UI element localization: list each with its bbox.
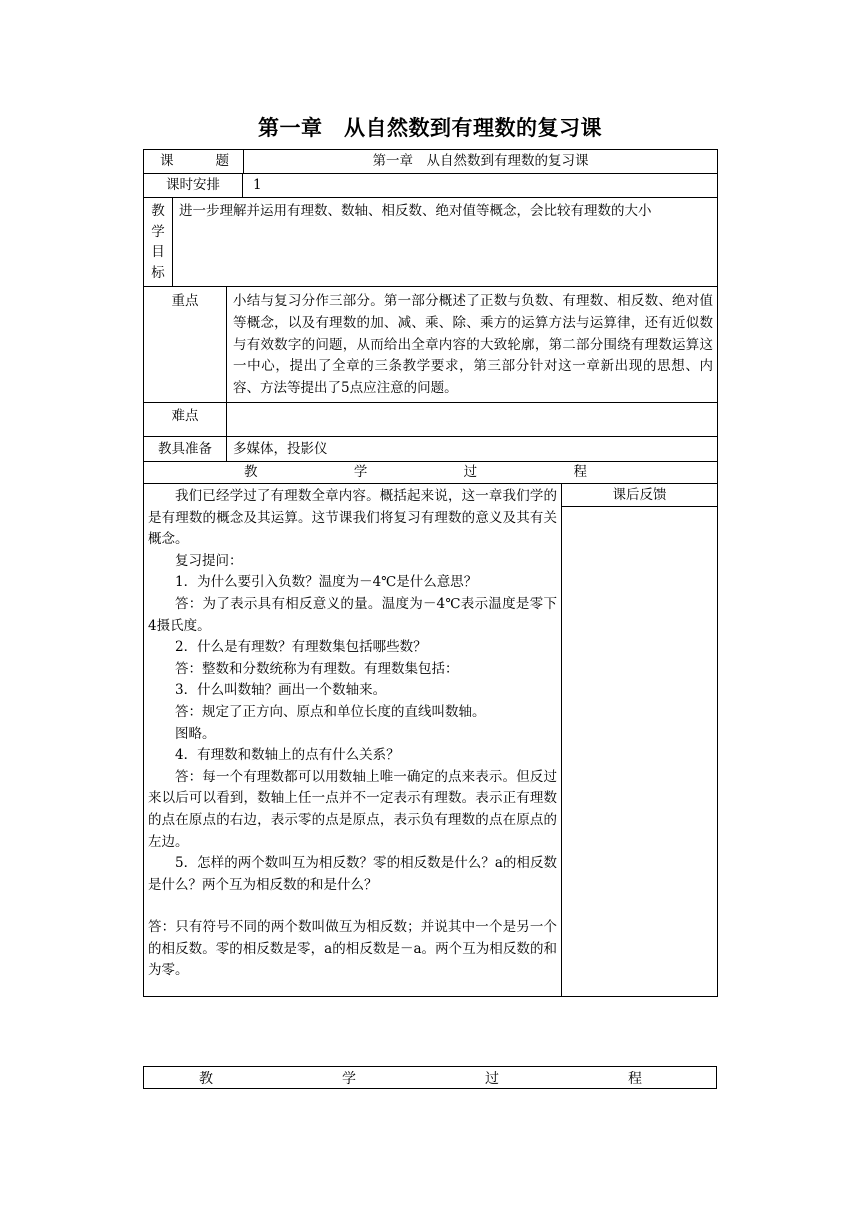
process-paragraph: 1．为什么要引入负数？温度为－4℃是什么意思？ [175, 574, 478, 591]
process-answer: 答：只有符号不同的两个数叫做互为相反数；并说其中一个是另一个的相反数。零的相反数是零，a的相反数是－a。两个互为相反数的和为零。 [148, 919, 557, 979]
hours-row [144, 174, 717, 198]
process-heading-row [144, 462, 717, 484]
spacer [148, 896, 557, 917]
page-title: 第一章 从自然数到有理数的复习课 [258, 115, 602, 140]
process-paragraph: 5．怎样的两个数叫互为相反数？零的相反数是什么？a的相反数是什么？两个互为相反数的和是什么？ [148, 855, 557, 893]
tools-value: 多媒体，投影仪 [233, 440, 328, 457]
process-paragraph: 4．有理数和数轴上的点有什么关系？ [175, 747, 400, 764]
goals-label: 教 学 目 标 [144, 198, 173, 286]
process-paragraph: 3．什么叫数轴？画出一个数轴来。 [175, 682, 387, 699]
process-paragraph: 图略。 [175, 725, 216, 742]
process-paragraph: 答：为了表示具有相反意义的量。温度为－4℃表示温度是零下4摄氏度。 [148, 595, 557, 634]
process-heading: 教 学 过 程 [244, 464, 587, 480]
process-paragraph: 复习提问： [175, 552, 243, 569]
process-content [144, 484, 562, 996]
lesson-plan-table [143, 149, 718, 997]
hours-label: 课时安排 [144, 174, 243, 197]
tools-row [144, 437, 717, 462]
topic-label: 课 题 [144, 150, 244, 173]
feedback-column [562, 484, 717, 996]
topic-value: 第一章 从自然数到有理数的复习课 [372, 153, 589, 169]
next-page-process-heading: 教 学 过 程 [143, 1066, 717, 1089]
goals-row [144, 198, 717, 287]
process-paragraph: 答：每一个有理数都可以用数轴上唯一确定的点来表示。但反过来以后可以看到，数轴上任一点并不一定表示有理数。表示正有理数的点在原点的右边，表示零的点是原点，表示负有理数的点在原点的左边。 [148, 768, 557, 850]
process-paragraph: 我们已经学过了有理数全章内容。概括起来说，这一章我们学的是有理数的概念及其运算。这节课我们将复习有理数的意义及其有关概念。 [148, 488, 557, 548]
key-value: 小结与复习分作三部分。第一部分概述了正数与负数、有理数、相反数、绝对值等概念，以及有理数的加、减、乘、除、乘方的运算方法与运算律，还有近似数与有效数字的问题，从而给出全章内容的大致轮廓，第二部分围绕有理数运算这一中心，提出了全章的三条教学要求，第三部分针对这一章新出现的思想、内容、方法等提出了5点应注意的问题。 [233, 293, 713, 397]
difficulty-label: 难点 [144, 403, 227, 436]
key-row [144, 287, 717, 403]
hours-value: 1 [253, 177, 262, 193]
process-paragraph: 2．什么是有理数？有理数集包括哪些数？ [175, 639, 427, 656]
difficulty-row [144, 403, 717, 437]
tools-label: 教具准备 [144, 437, 227, 461]
feedback-label: 课后反馈 [562, 484, 717, 507]
key-label: 重点 [144, 287, 227, 402]
process-body-row [144, 484, 717, 996]
process-paragraph: 答：整数和分数统称为有理数。有理数集包括： [175, 660, 459, 677]
difficulty-value [233, 403, 713, 436]
topic-row [144, 150, 717, 174]
goals-value: 进一步理解并运用有理数、数轴、相反数、绝对值等概念，会比较有理数的大小 [179, 203, 652, 219]
process-paragraph: 答：规定了正方向、原点和单位长度的直线叫数轴。 [175, 703, 486, 720]
